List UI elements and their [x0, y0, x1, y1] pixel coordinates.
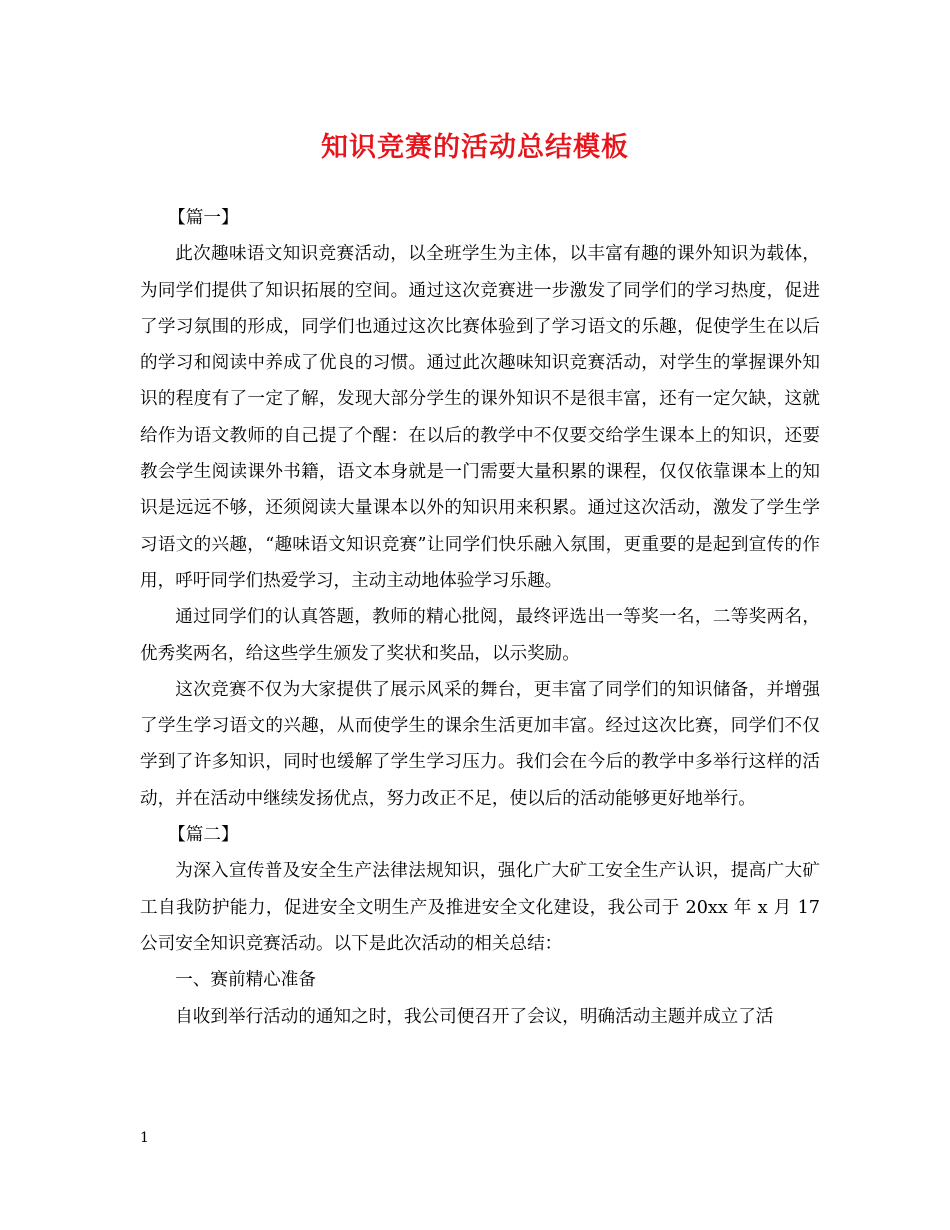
page-number: 1: [140, 1130, 149, 1146]
subheading: 一、赛前精心准备: [175, 970, 316, 991]
section-heading-2: 【篇二】: [168, 825, 239, 846]
paragraph: 这次竞赛不仅为大家提供了展示风采的舞台，更丰富了同学们的知识储备，并增强了学生学习语文的兴趣，从而使学生的课余生活更加丰富。经过这次比赛，同学们不仅学到了许多知识，同时也缓解了学生学习压力。我们会在今后的教学中多举行这样的活动，并在活动中继续发扬优点，努力改正不足，使以后的活动能够更好地举行。: [140, 679, 820, 809]
paragraph: 为深入宣传普及安全生产法律法规知识，强化广大矿工安全生产认识，提高广大矿工自我防护能力，促进安全文明生产及推进安全文化建设，我公司于 20xx 年 x 月 17 公司安全知识竞赛活动。以下是此次活动的相关总结：: [140, 861, 820, 954]
document-title: 知识竞赛的活动总结模板: [321, 132, 629, 163]
paragraph: 此次趣味语文知识竞赛活动，以全班学生为主体，以丰富有趣的课外知识为载体，为同学们提供了知识拓展的空间。通过这次竞赛进一步激发了同学们的学习热度，促进了学习氛围的形成，同学们也通过这次比赛体验到了学习语文的乐趣，促使学生在以后的学习和阅读中养成了优良的习惯。通过此次趣味知识竞赛活动，对学生的掌握课外知识的程度有了一定了解，发现大部分学生的课外知识不是很丰富，还有一定欠缺，这就给作为语文教师的自己提了个醒：在以后的教学中不仅要交给学生课本上的知识，还要教会学生阅读课外书籍，语文本身就是一门需要大量积累的课程，仅仅依靠课本上的知识是远远不够，还须阅读大量课本以外的知识用来积累。通过这次活动，激发了学生学习语文的兴趣，“趣味语文知识竞赛”让同学们快乐融入氛围，更重要的是起到宣传的作用，呼吁同学们热爱学习，主动主动地体验学习乐趣。: [140, 244, 820, 591]
document-body: [140, 200, 820, 1035]
paragraph: 自收到举行活动的通知之时，我公司便召开了会议，明确活动主题并成立了活: [175, 1006, 774, 1027]
paragraph: 通过同学们的认真答题，教师的精心批阅，最终评选出一等奖一名，二等奖两名，优秀奖两名，给这些学生颁发了奖状和奖品，以示奖励。: [140, 607, 820, 664]
section-heading-1: 【篇一】: [168, 208, 239, 228]
